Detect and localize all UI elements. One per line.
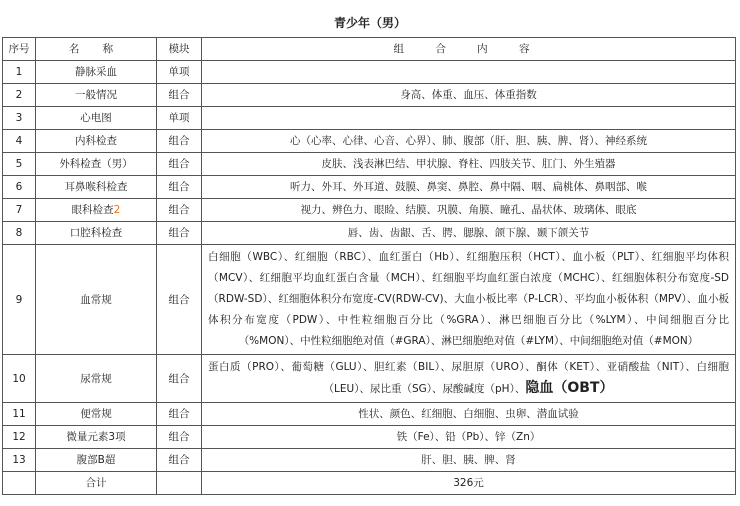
row-module: 组合 xyxy=(157,222,202,245)
row-content xyxy=(202,61,736,84)
package-table xyxy=(2,37,736,495)
row-name-mark: 2 xyxy=(113,204,121,216)
header-no: 序号 xyxy=(3,38,36,61)
total-no xyxy=(3,472,36,495)
row-name: 静脉采血 xyxy=(36,61,157,84)
row-name-text: 眼科检查 xyxy=(71,204,114,216)
row-name: 尿常规 xyxy=(36,355,157,403)
row-no: 9 xyxy=(3,245,36,355)
row-no: 2 xyxy=(3,84,36,107)
table-row xyxy=(3,403,736,426)
row-name: 口腔科检查 xyxy=(36,222,157,245)
row-content: 视力、辨色力、眼睑、结膜、巩膜、角膜、瞳孔、晶状体、玻璃体、眼底 xyxy=(202,199,736,222)
table-row xyxy=(3,199,736,222)
row-module: 组合 xyxy=(157,153,202,176)
row-name: 耳鼻喉科检查 xyxy=(36,176,157,199)
row-no: 5 xyxy=(3,153,36,176)
total-module xyxy=(157,472,202,495)
row-no: 4 xyxy=(3,130,36,153)
row-content: 性状、颜色、红细胞、白细胞、虫卵、潜血试验 xyxy=(202,403,736,426)
row-name: 外科检查（男） xyxy=(36,153,157,176)
row-name xyxy=(36,199,157,222)
row-module: 组合 xyxy=(157,403,202,426)
table-header-row xyxy=(3,38,736,61)
row-no: 1 xyxy=(3,61,36,84)
row-content: 铁（Fe）、铅（Pb）、锌（Zn） xyxy=(202,426,736,449)
row-content-text: 蛋白质（PRO）、葡萄糖（GLU）、胆红素（BIL）、尿胆原（URO）、酮体（KET）、亚硝酸盐（NIT）、白细胞（LEU）、尿比重（SG）、尿酸碱度（pH）、 xyxy=(208,361,729,395)
row-content: 白细胞（WBC）、红细胞（RBC）、血红蛋白（Hb）、红细胞压积（HCT）、血小板（PLT）、红细胞平均体积（MCV）、红细胞平均血红蛋白含量（MCH）、红细胞平均血红蛋白浓度（MCHC）、红细胞体积分布宽度-SD（RDW-SD）、红细胞体积分布宽度-CV(RDW-CV)、大血小板比率（P-LCR）、平均血小板体积（MPV）、血小板体积分布宽度（PDW）、中性粒细胞百分比（%GRA）、淋巴细胞百分比（%LYM）、中间细胞百分比（%MON）、中性粒细胞绝对值（#GRA）、淋巴细胞绝对值（#LYM）、中间细胞绝对值（#MON） xyxy=(202,245,736,355)
row-module: 组合 xyxy=(157,355,202,403)
table-row xyxy=(3,222,736,245)
row-name: 一般情况 xyxy=(36,84,157,107)
table-row xyxy=(3,245,736,355)
table-row xyxy=(3,449,736,472)
row-content: 肝、胆、胰、脾、肾 xyxy=(202,449,736,472)
row-name: 血常规 xyxy=(36,245,157,355)
row-no: 13 xyxy=(3,449,36,472)
row-no: 3 xyxy=(3,107,36,130)
row-content xyxy=(202,355,736,403)
row-content: 听力、外耳、外耳道、鼓膜、鼻窦、鼻腔、鼻中隔、咽、扁桃体、鼻咽部、喉 xyxy=(202,176,736,199)
row-module: 组合 xyxy=(157,449,202,472)
row-content xyxy=(202,107,736,130)
table-row xyxy=(3,61,736,84)
row-module: 组合 xyxy=(157,426,202,449)
row-no: 12 xyxy=(3,426,36,449)
table-row xyxy=(3,355,736,403)
row-name: 心电图 xyxy=(36,107,157,130)
row-module: 组合 xyxy=(157,84,202,107)
table-row xyxy=(3,426,736,449)
row-content: 皮肤、浅表淋巴结、甲状腺、脊柱、四肢关节、肛门、外生殖器 xyxy=(202,153,736,176)
row-name: 便常规 xyxy=(36,403,157,426)
row-content: 身高、体重、血压、体重指数 xyxy=(202,84,736,107)
table-row xyxy=(3,84,736,107)
row-module: 组合 xyxy=(157,176,202,199)
row-no: 8 xyxy=(3,222,36,245)
row-no: 6 xyxy=(3,176,36,199)
row-name: 内科检查 xyxy=(36,130,157,153)
total-row xyxy=(3,472,736,495)
row-no: 11 xyxy=(3,403,36,426)
row-module: 单项 xyxy=(157,61,202,84)
row-module: 单项 xyxy=(157,107,202,130)
row-content: 唇、齿、齿龈、舌、腭、腮腺、颌下腺、颞下颌关节 xyxy=(202,222,736,245)
header-name: 名 称 xyxy=(36,38,157,61)
total-label: 合计 xyxy=(36,472,157,495)
table-row xyxy=(3,153,736,176)
table-row xyxy=(3,130,736,153)
page-title: 青少年（男） xyxy=(333,16,406,30)
row-module: 组合 xyxy=(157,130,202,153)
row-no: 10 xyxy=(3,355,36,403)
row-content-highlight: 隐血（OBT） xyxy=(525,380,614,396)
header-content: 组 合 内 容 xyxy=(202,38,736,61)
row-module: 组合 xyxy=(157,199,202,222)
table-row xyxy=(3,176,736,199)
row-content: 心（心率、心律、心音、心界）、肺、腹部（肝、胆、胰、脾、肾）、神经系统 xyxy=(202,130,736,153)
row-module: 组合 xyxy=(157,245,202,355)
row-no: 7 xyxy=(3,199,36,222)
total-value: 326元 xyxy=(202,472,736,495)
header-module: 模块 xyxy=(157,38,202,61)
table-row xyxy=(3,107,736,130)
row-name: 微量元素3项 xyxy=(36,426,157,449)
row-name: 腹部B超 xyxy=(36,449,157,472)
